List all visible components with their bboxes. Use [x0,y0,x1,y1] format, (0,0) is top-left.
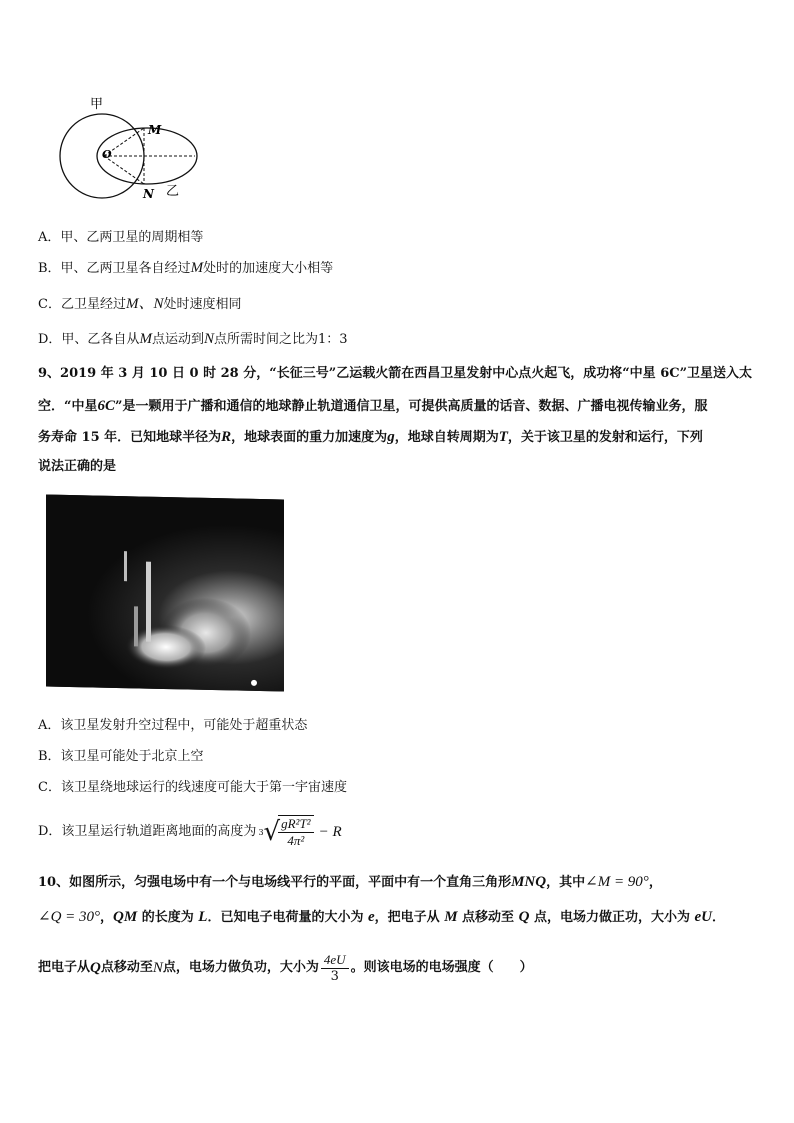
q9-l2-var: 6C [97,398,115,414]
q10-l2-angle: ∠Q = 30° [38,909,101,925]
q8-option-a: A．甲、乙两卫星的周期相等 [38,230,204,245]
cube-root-formula [258,814,341,850]
radicand-denominator: 4π² [287,833,305,848]
q9-option-c: C．该卫星绕地球运行的线速度可能大于第一宇宙速度 [38,780,347,795]
work-fraction [321,952,349,985]
q10-l2-QM: QM [113,909,138,925]
q10-l3-b: 点，电场力做负功，大小为 [162,960,319,975]
q10-l2-a: ， [100,910,114,925]
minus-R: − R [318,824,342,840]
q10-l2-L: L [198,909,208,925]
q9-l3-a: 务寿命 15 年．已知地球半径为 [38,430,222,445]
q9-l3-g: g [387,429,395,445]
q9-option-d [38,814,342,850]
q10-l2-e: e [367,909,375,925]
q10-l1-tri: MNQ [511,874,547,890]
q9-l3-T: T [498,429,508,445]
radical-sign: √ [263,817,281,847]
q8-option-d [38,330,348,349]
q10-l2-f: 点，电场力做正功，大小为 [529,910,695,925]
q10-l1-angle: ∠M = 90° [585,874,649,890]
work-denominator: 3 [330,968,339,984]
q10-l2-e2: 点移动至 [457,910,519,925]
q9-l2-post: ”是一颗用于广播和通信的地球静止轨道通信卫星，可提供高质量的话音、数据、广播电视传输业务，服 [115,399,708,414]
q10-l1-end: ， [648,875,662,890]
q9-l3-c: ，地球自转周期为 [394,430,499,445]
q8-c-vars: M、N [125,296,164,312]
q8-d-post: 点所需时间之比为1：3 [213,332,348,347]
q9-l3-d: ，关于该卫星的发射和运行，下列 [507,430,703,445]
q8-b-var: M [190,260,204,276]
q9-stem-line1: 9、2019 年 3 月 10 日 0 时 28 分，“长征三号”乙运载火箭在西昌卫星发射中心点火起飞，成功将“中星 6C”卫星送入太 [38,366,753,381]
q9-stem-line4: 说法正确的是 [38,459,117,474]
q10-l3-Q: Q [90,960,101,976]
q10-l2-c: ．已知电子电荷量的大小为 [207,910,368,925]
q10-l2-Q: Q [518,909,530,925]
q9-option-b: B．该卫星可能处于北京上空 [38,749,204,764]
rocket-photo-art [46,495,284,692]
q10-l2-b: 的长度为 [137,910,199,925]
q10-l1-mid: ，其中 [546,875,586,890]
q10-stem-line3 [38,950,533,986]
q8-d-var2: N [203,331,214,347]
label-yi: 乙 [166,184,180,199]
label-M: M [148,123,162,137]
q10-l2-M: M [444,909,458,925]
q8-d-mid: 点运动到 [151,332,204,347]
q9-l3-b: ，地球表面的重力加速度为 [231,430,388,445]
q9-stem-line3 [38,428,703,447]
orbit-figure [52,92,212,202]
q10-l1-pre: 10、如图所示，匀强电场中有一个与电场线平行的平面，平面中有一个直角三角形 [38,875,512,890]
q9-l3-R: R [221,429,232,445]
q8-option-b [38,259,333,278]
q10-l3-N: N [152,960,163,976]
q10-l3-a: 点移动至 [100,960,153,975]
q9-l2-pre: 空．“中星 [38,399,98,414]
work-numerator: 4eU [321,952,349,969]
label-O: O [102,148,112,161]
rocket-launch-photo [46,495,284,692]
radicand-numerator: gR²T² [278,816,313,833]
q9-d-pre: D．该卫星运行轨道距离地面的高度为 [38,824,257,839]
q10-l2-g: ． [712,910,726,925]
label-N: N [143,187,154,201]
q10-l3-post: 。则该电场的电场强度（ ） [350,960,533,975]
q10-l2-eU: eU [694,909,712,925]
q10-l2-d: ，把电子从 [374,910,445,925]
q8-d-var1: M [139,331,152,347]
q8-option-c [38,295,241,314]
label-jia: 甲 [90,97,104,112]
q8-b-pre: B．甲、乙两卫星各自经过 [38,261,191,276]
q10-stem-line1 [38,873,662,892]
q9-stem-line2 [38,397,707,416]
q8-b-post: 处时的加速度大小相等 [203,261,334,276]
q8-c-post: 处时速度相同 [163,297,242,312]
q10-stem-line2 [38,908,725,927]
root-index: 3 [258,828,264,837]
q10-l3-pre: 把电子从 [38,960,91,975]
radicand-fraction [278,815,313,849]
q9-option-a: A．该卫星发射升空过程中，可能处于超重状态 [38,718,308,733]
q8-d-pre: D．甲、乙各自从 [38,332,140,347]
q8-c-pre: C．乙卫星经过 [38,297,126,312]
